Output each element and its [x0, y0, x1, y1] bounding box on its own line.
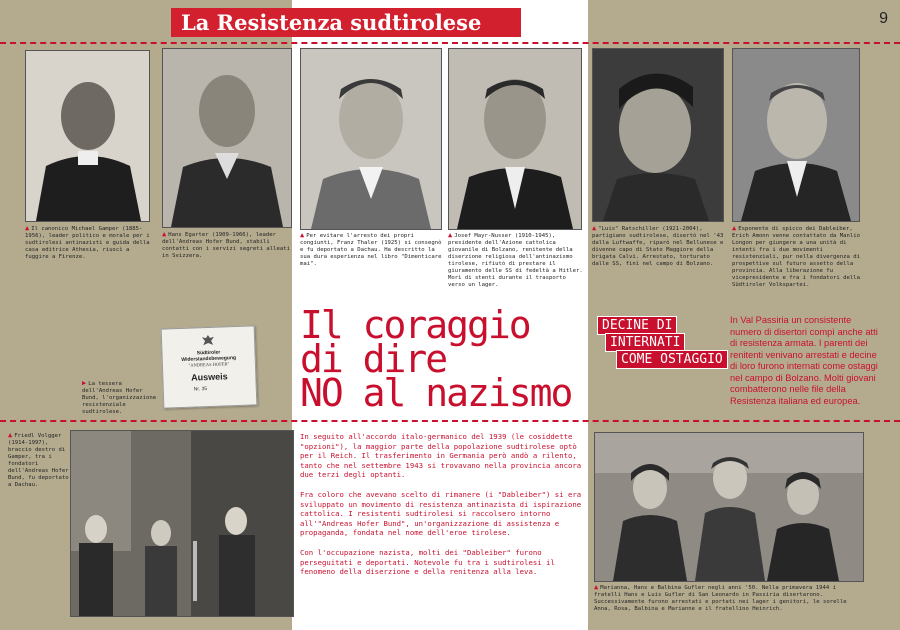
photo-gufler-family [594, 432, 864, 582]
photo-egarter [162, 48, 292, 228]
top-divider [0, 42, 900, 44]
headline [300, 303, 600, 415]
triangle-icon: ▲ [448, 231, 453, 239]
body-paragraph-2: Fra coloro che avevano scelto di rimanere (i "Dableiber") si era sviluppato un movimento di resistenza antinazista di ispirazione cattolica. I resistenti sudtirolesi si raccolsero intorno all'"Andreas Hofer Bund", un'organizzazione di assistenza e propaganda, fondata nel nome dell'eroe tirolese. [300, 489, 582, 538]
triangle-icon: ▲ [162, 230, 167, 238]
card-org-name: Südtiroler Widerstandsbewegung [181, 349, 237, 363]
photo-ratschiller [592, 48, 724, 222]
triangle-icon: ▲ [25, 224, 30, 232]
photo-thaler [300, 48, 442, 230]
triangle-right-icon: ▶ [82, 379, 87, 387]
photo-gamper [25, 50, 150, 222]
page-number: 9 [879, 10, 888, 27]
headline-line-2: di dire [300, 337, 447, 381]
headline-line-3: NO al nazismo [300, 371, 572, 415]
card-title: Ausweis [190, 371, 228, 383]
photo-amonn [732, 48, 860, 222]
photo-group-volgger [70, 430, 294, 617]
caption-mayr-nusser: ▲ Josef Mayr-Nusser (1910-1945), presidente dell'Azione cattolica giovanile di Bolzano, renitente della diserzione religiosa dell'antinazismo tirolese, rifiutò di prestare il giuramento delle SS di fedeltà a Hitler. Morì di stenti durante il trasporto verso un lager. [448, 231, 583, 288]
eagle-emblem [201, 334, 215, 346]
headline-line-1: Il coraggio [300, 303, 530, 347]
triangle-icon: ▲ [732, 224, 737, 232]
triangle-icon: ▲ [592, 224, 597, 232]
triangle-icon: ▲ [300, 231, 305, 239]
body-paragraph-1: In seguito all'accordo italo-germanico del 1939 (le cosiddette "opzioni"), la maggior parte della popolazione sudtirolese optò per il Reich. Il trasferimento in Germania però andò a rilento, tanto che nel settembre 1943 si trovavano nella provincia ancora due terzi degli optanti. [300, 432, 582, 480]
middle-divider [0, 420, 900, 422]
caption-gamper: ▲ Il canonico Michael Gamper (1885-1956), leader politico e morale per i sudtirolesi antinazisti e guida della casa editrice Athesia, riuscì a fuggire a Firenze. [25, 224, 150, 260]
caption-volgger: ▲ Friedl Volgger (1914-1997), braccio destro di Gamper, tra i fondatori dell'Andreas Hofer Bund, fu deportato a Dachau. [8, 431, 69, 488]
triangle-icon: ▲ [594, 583, 599, 591]
tag-internati: INTERNATI [605, 333, 685, 352]
membership-card [161, 325, 258, 408]
tag-ostaggio: COME OSTAGGIO [616, 350, 728, 369]
tag-decine: DECINE DI [597, 316, 677, 335]
card-number: Nr. 35 [193, 386, 208, 393]
photo-mayr-nusser [448, 48, 582, 230]
card-org-subtitle: "ANDREAS HOFER" [188, 361, 230, 368]
body-text [300, 432, 585, 587]
body-paragraph-3: Con l'occupazione nazista, molti dei "Dableiber" furono perseguitati e deportati. Notevole fu tra i sudtirolesi il fenomeno della diserzione e della renitenza alla leva. [300, 547, 555, 577]
caption-thaler: ▲ Per evitare l'arresto dei propri congiunti, Franz Thaler (1925) si consegnò e fu deportato a Dachau. Ha descritto la sua dura esperienza nel libro "Dimenticare mai". [300, 231, 442, 267]
caption-ratschiller: ▲ "Luis" Ratschiller (1921-2004), partigiano sudtirolese, disertò nel '43 dalla Luftwaffe, riparò nel Bellunese e divenne capo di Stato Maggiore della brigata Calvi. Arrestato, torturato dalle SS, finì nel campo di Bolzano. [592, 224, 724, 267]
caption-card: ▶ La tessera dell'Andreas Hofer Bund, l'organizzazione resistenziale sudtirolese. [82, 379, 157, 415]
caption-amonn: ▲ Esponente di spicco dei Dableiber, Erich Amonn venne contattato da Manlio Longon per giungere a una unità di intenti fra i due movimenti resistenziali, pur nella divergenza di prospettive sul futuro assetto della provincia. Alla liberazione fu vicepresidente e fra i fondatori della Südtiroler Volkspartei. [732, 224, 860, 288]
caption-gufler: ▲ Marianna, Hans e Balbina Gufler negli anni '50. Nella primavera 1944 i fratelli Hans e Luis Gufler di San Leonardo in Passiria disertarono. Successivamente furono arrestati e portati nei lager i genitori, le sorelle Anna, Rosa, Balbina e Marianne e il fratellino Heinrich. [594, 583, 847, 612]
side-text: In Val Passiria un consistente numero di disertori compì anche atti di resistenza armata. I parenti dei renitenti venivano arrestati e decine di loro furono internati come ostaggi nel campo di Bolzano. Molti giovani combatterono nelle file della Resistenza italiana ed europea. [730, 315, 878, 406]
caption-egarter: ▲ Hans Egarter (1909-1966), leader dell'Andreas Hofer Bund, stabilì contatti con i servizi segreti alleati in Svizzera. [162, 230, 290, 259]
triangle-icon: ▲ [8, 431, 13, 439]
page-title: La Resistenza sudtirolese [171, 8, 521, 37]
